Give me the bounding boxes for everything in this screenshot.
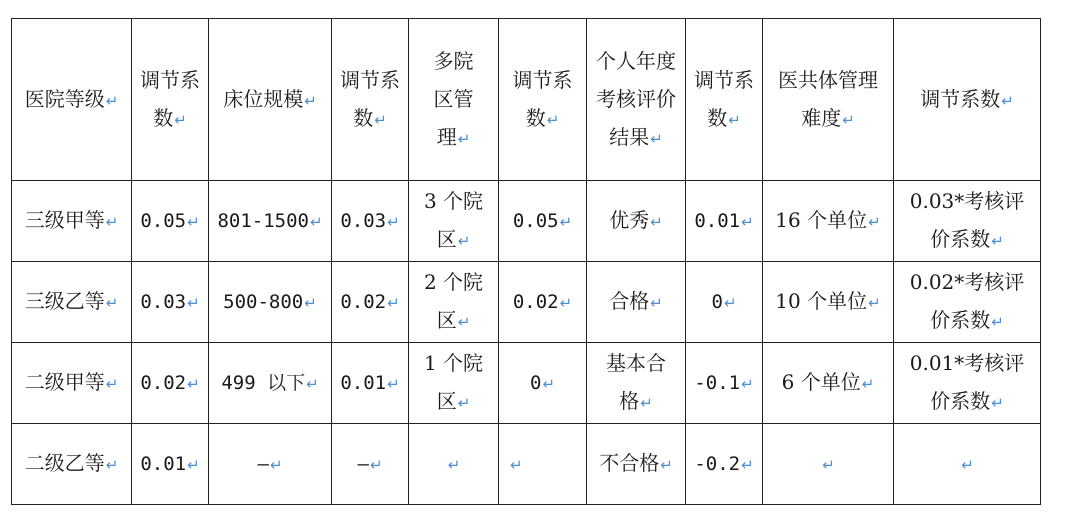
header-cell: 多院区管理↵ (409, 19, 499, 181)
table-cell: 0.02↵ (132, 343, 209, 424)
table-cell: 三级甲等↵ (12, 181, 132, 262)
header-cell: 床位规模↵ (209, 19, 332, 181)
table-cell: -0.2↵ (686, 424, 763, 505)
table-cell: 基本合格↵ (587, 343, 686, 424)
table-cell: ↵ (894, 424, 1041, 505)
table-cell: 0.03*考核评价系数↵ (894, 181, 1041, 262)
table-cell: ↵ (409, 424, 499, 505)
table-cell: 0.05↵ (499, 181, 587, 262)
table-cell: 500-800↵ (209, 262, 332, 343)
table-cell: ↵ (763, 424, 894, 505)
table-cell: 二级乙等↵ (12, 424, 132, 505)
header-cell: 调节系数↵ (686, 19, 763, 181)
header-cell: 调节系数↵ (332, 19, 409, 181)
table-row (12, 262, 1041, 343)
adjustment-coefficient-table (11, 18, 1041, 505)
table-cell: 6 个单位↵ (763, 343, 894, 424)
table-cell: 0.05↵ (132, 181, 209, 262)
table-cell: 0.02↵ (499, 262, 587, 343)
header-cell: 调节系数↵ (499, 19, 587, 181)
table-cell: 三级乙等↵ (12, 262, 132, 343)
table-row (12, 181, 1041, 262)
table-header-row (12, 19, 1041, 181)
table-cell: 0.01↵ (686, 181, 763, 262)
table-cell: 3 个院区↵ (409, 181, 499, 262)
table-cell: 0.02↵ (332, 262, 409, 343)
table-cell: 499 以下↵ (209, 343, 332, 424)
table-cell: 0.01↵ (132, 424, 209, 505)
header-cell: 医院等级↵ (12, 19, 132, 181)
header-cell: 医共体管理难度↵ (763, 19, 894, 181)
table-cell: ↵ (499, 424, 587, 505)
header-cell: 调节系数↵ (894, 19, 1041, 181)
table-cell: 优秀↵ (587, 181, 686, 262)
table-cell: 0↵ (499, 343, 587, 424)
table-cell: 合格↵ (587, 262, 686, 343)
table-cell: -0.1↵ (686, 343, 763, 424)
table-cell: 2 个院区↵ (409, 262, 499, 343)
table-cell: –↵ (209, 424, 332, 505)
table-cell: 16 个单位↵ (763, 181, 894, 262)
table-cell: 0.03↵ (332, 181, 409, 262)
table-cell: 10 个单位↵ (763, 262, 894, 343)
table-cell: 0.01*考核评价系数↵ (894, 343, 1041, 424)
table-row (12, 343, 1041, 424)
table-cell: 801-1500↵ (209, 181, 332, 262)
table-cell: 0↵ (686, 262, 763, 343)
header-cell: 个人年度考核评价结果↵ (587, 19, 686, 181)
table-cell: 不合格↵ (587, 424, 686, 505)
table-cell: –↵ (332, 424, 409, 505)
table-cell: 二级甲等↵ (12, 343, 132, 424)
table-cell: 1 个院区↵ (409, 343, 499, 424)
header-cell: 调节系数↵ (132, 19, 209, 181)
table-row (12, 424, 1041, 505)
table-cell: 0.03↵ (132, 262, 209, 343)
table-cell: 0.02*考核评价系数↵ (894, 262, 1041, 343)
table-cell: 0.01↵ (332, 343, 409, 424)
